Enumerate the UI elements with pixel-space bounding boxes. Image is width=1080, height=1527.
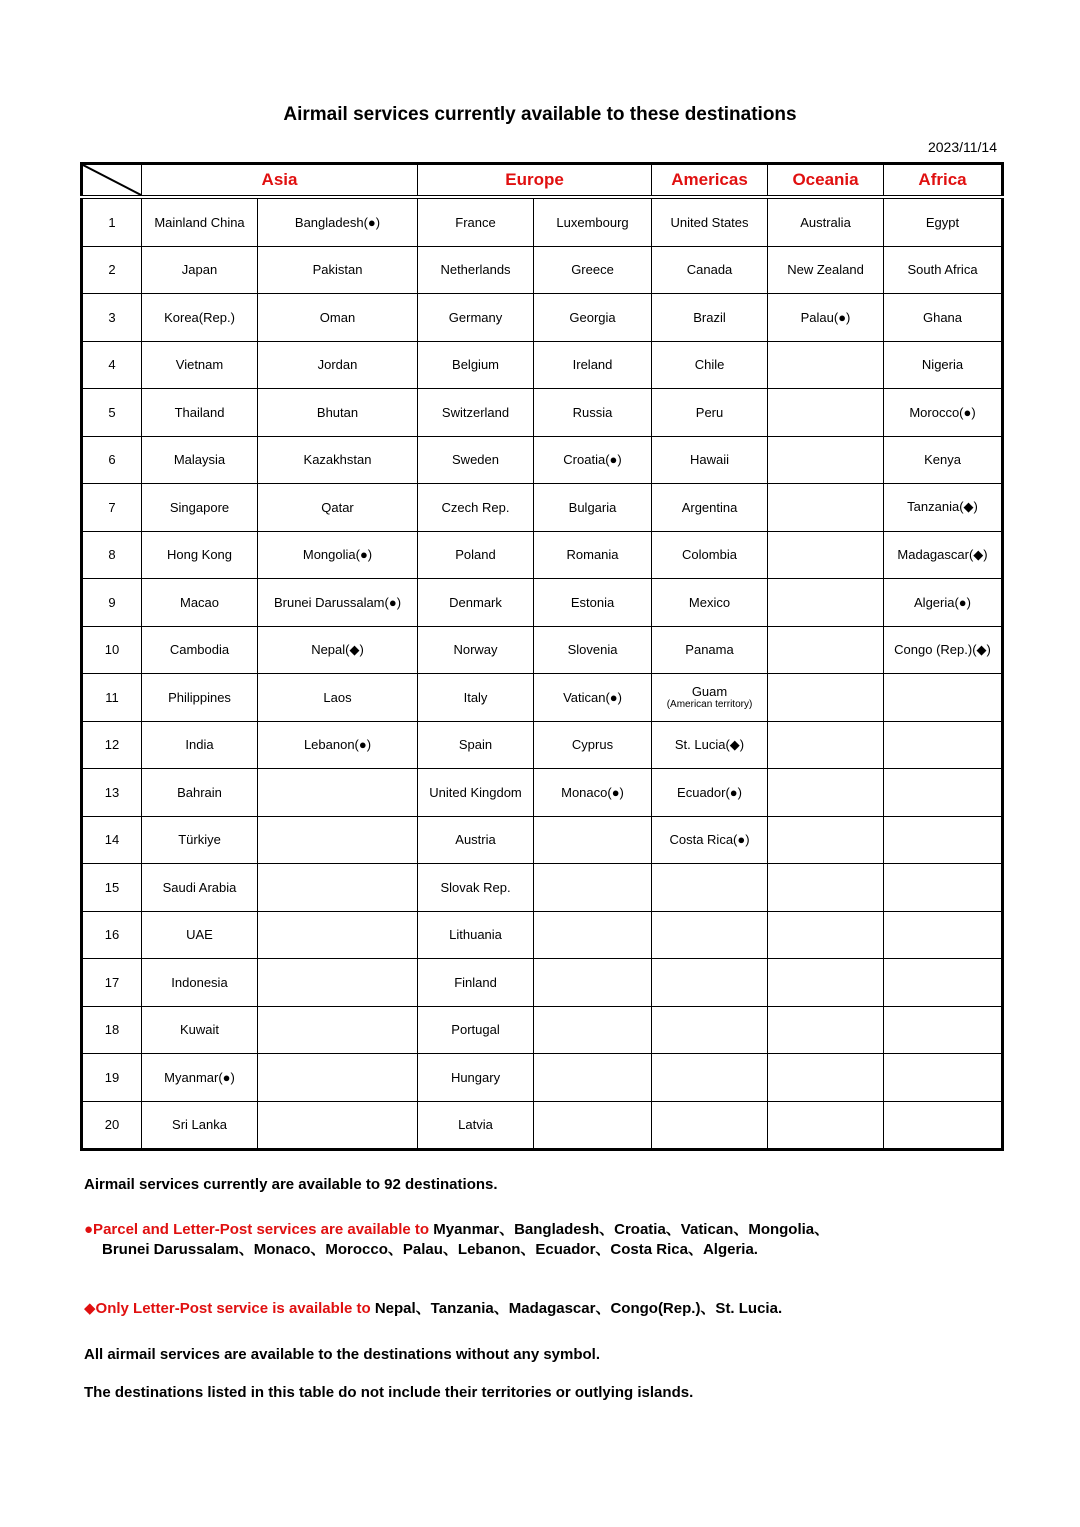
asia-col2-cell (258, 1006, 418, 1054)
africa-cell (884, 1054, 1003, 1102)
europe-col1-cell: Portugal (418, 1006, 534, 1054)
region-header-asia: Asia (142, 164, 418, 198)
africa-cell: Ghana (884, 294, 1003, 342)
europe-col1-cell: Norway (418, 626, 534, 674)
asia-col2-cell: Qatar (258, 484, 418, 532)
oceania-cell: Australia (768, 197, 884, 246)
asia-col2-cell: Pakistan (258, 246, 418, 294)
row-number: 3 (82, 294, 142, 342)
row-number: 19 (82, 1054, 142, 1102)
asia-col2-cell: Mongolia(●) (258, 531, 418, 579)
parcel-list-line-1: Myanmar、Bangladesh、Croatia、Vatican、Mongolia、 (433, 1221, 830, 1238)
europe-col2-cell (534, 1006, 652, 1054)
africa-cell: South Africa (884, 246, 1003, 294)
europe-col2-cell: Estonia (534, 579, 652, 627)
oceania-cell: Palau(●) (768, 294, 884, 342)
europe-col1-cell: Spain (418, 721, 534, 769)
asia-col2-cell: Oman (258, 294, 418, 342)
oceania-cell (768, 769, 884, 817)
parcel-label: ●Parcel and Letter-Post services are available to (84, 1221, 434, 1238)
row-number: 20 (82, 1101, 142, 1150)
europe-col2-cell: Russia (534, 389, 652, 437)
americas-cell: St. Lucia(◆) (652, 721, 768, 769)
asia-col2-cell: Laos (258, 674, 418, 722)
row-number: 14 (82, 816, 142, 864)
document-date: 2023/11/14 (927, 139, 997, 155)
europe-col2-cell: Ireland (534, 341, 652, 389)
oceania-cell (768, 436, 884, 484)
note-parcel (84, 1220, 829, 1260)
europe-col1-cell: Italy (418, 674, 534, 722)
africa-cell (884, 1101, 1003, 1150)
europe-col2-cell (534, 959, 652, 1007)
asia-col1-cell: Vietnam (142, 341, 258, 389)
asia-col2-cell (258, 816, 418, 864)
americas-cell: Hawaii (652, 436, 768, 484)
asia-col1-cell: Singapore (142, 484, 258, 532)
region-header-americas: Americas (652, 164, 768, 198)
asia-col1-cell: Sri Lanka (142, 1101, 258, 1150)
asia-col2-cell: Kazakhstan (258, 436, 418, 484)
oceania-cell (768, 1101, 884, 1150)
region-header-europe: Europe (418, 164, 652, 198)
europe-col2-cell: Greece (534, 246, 652, 294)
note-territories: The destinations listed in this table do not include their territories or outlying islands. (84, 1384, 694, 1401)
asia-col1-cell: Hong Kong (142, 531, 258, 579)
note-no-symbol: All airmail services are available to the destinations without any symbol. (84, 1346, 601, 1363)
americas-cell: Panama (652, 626, 768, 674)
europe-col1-cell: Netherlands (418, 246, 534, 294)
region-header-africa: Africa (884, 164, 1003, 198)
africa-cell: Nigeria (884, 341, 1003, 389)
africa-cell (884, 911, 1003, 959)
europe-col2-cell: Cyprus (534, 721, 652, 769)
africa-cell (884, 769, 1003, 817)
europe-col2-cell: Slovenia (534, 626, 652, 674)
oceania-cell (768, 864, 884, 912)
europe-col1-cell: Belgium (418, 341, 534, 389)
table-row (82, 1054, 1003, 1102)
row-number: 1 (82, 197, 142, 246)
americas-cell (652, 911, 768, 959)
oceania-cell (768, 341, 884, 389)
asia-col1-cell: Malaysia (142, 436, 258, 484)
europe-col2-cell: Luxembourg (534, 197, 652, 246)
americas-cell (652, 959, 768, 1007)
americas-cell (652, 864, 768, 912)
asia-col1-cell: Philippines (142, 674, 258, 722)
oceania-cell (768, 484, 884, 532)
table-row (82, 864, 1003, 912)
note-letter-only (84, 1297, 782, 1318)
europe-col1-cell: Switzerland (418, 389, 534, 437)
americas-cell (652, 1054, 768, 1102)
oceania-cell (768, 959, 884, 1007)
oceania-cell (768, 911, 884, 959)
table-row (82, 484, 1003, 532)
table-row (82, 911, 1003, 959)
header-row (82, 164, 1003, 198)
note-total: Airmail services currently are available to 92 destinations. (84, 1176, 498, 1193)
row-number: 5 (82, 389, 142, 437)
asia-col2-cell: Bangladesh(●) (258, 197, 418, 246)
europe-col2-cell (534, 1054, 652, 1102)
europe-col1-cell: Denmark (418, 579, 534, 627)
asia-col2-cell (258, 911, 418, 959)
asia-col1-cell: Türkiye (142, 816, 258, 864)
africa-cell: Tanzania(◆) (884, 484, 1003, 532)
europe-col1-cell: Czech Rep. (418, 484, 534, 532)
row-number: 17 (82, 959, 142, 1007)
asia-col1-cell: Bahrain (142, 769, 258, 817)
row-number: 8 (82, 531, 142, 579)
americas-cell: Chile (652, 341, 768, 389)
asia-col1-cell: Myanmar(●) (142, 1054, 258, 1102)
africa-cell (884, 816, 1003, 864)
asia-col2-cell (258, 769, 418, 817)
asia-col2-cell: Nepal(◆) (258, 626, 418, 674)
americas-cell: Brazil (652, 294, 768, 342)
europe-col2-cell: Bulgaria (534, 484, 652, 532)
asia-col2-cell (258, 1101, 418, 1150)
europe-col1-cell: France (418, 197, 534, 246)
europe-col2-cell: Croatia(●) (534, 436, 652, 484)
americas-cell: United States (652, 197, 768, 246)
africa-cell (884, 721, 1003, 769)
asia-col2-cell (258, 1054, 418, 1102)
table-row (82, 197, 1003, 246)
row-number: 7 (82, 484, 142, 532)
europe-col1-cell: United Kingdom (418, 769, 534, 817)
africa-cell (884, 864, 1003, 912)
europe-col2-cell (534, 911, 652, 959)
asia-col2-cell: Brunei Darussalam(●) (258, 579, 418, 627)
oceania-cell (768, 1054, 884, 1102)
oceania-cell (768, 531, 884, 579)
asia-col2-cell (258, 959, 418, 1007)
oceania-cell (768, 1006, 884, 1054)
asia-col1-cell: Saudi Arabia (142, 864, 258, 912)
table-row (82, 626, 1003, 674)
row-number: 9 (82, 579, 142, 627)
asia-col1-cell: India (142, 721, 258, 769)
americas-cell: Mexico (652, 579, 768, 627)
asia-col1-cell: UAE (142, 911, 258, 959)
africa-cell (884, 1006, 1003, 1054)
americas-cell-subnote: (American territory) (666, 699, 753, 711)
europe-col1-cell: Lithuania (418, 911, 534, 959)
europe-col1-cell: Germany (418, 294, 534, 342)
diagonal-corner-cell (82, 164, 142, 198)
africa-cell: Algeria(●) (884, 579, 1003, 627)
row-number: 12 (82, 721, 142, 769)
table-row (82, 1006, 1003, 1054)
asia-col1-cell: Macao (142, 579, 258, 627)
americas-cell: Colombia (652, 531, 768, 579)
asia-col2-cell: Bhutan (258, 389, 418, 437)
europe-col2-cell (534, 1101, 652, 1150)
africa-cell: Morocco(●) (884, 389, 1003, 437)
asia-col1-cell: Japan (142, 246, 258, 294)
row-number: 4 (82, 341, 142, 389)
row-number: 2 (82, 246, 142, 294)
americas-cell: Canada (652, 246, 768, 294)
africa-cell: Egypt (884, 197, 1003, 246)
asia-col1-cell: Korea(Rep.) (142, 294, 258, 342)
letter-list: Nepal、Tanzania、Madagascar、Congo(Rep.)、St. Lucia. (374, 1300, 783, 1317)
oceania-cell (768, 389, 884, 437)
table-row (82, 721, 1003, 769)
row-number: 15 (82, 864, 142, 912)
oceania-cell (768, 816, 884, 864)
europe-col1-cell: Sweden (418, 436, 534, 484)
table-row (82, 674, 1003, 722)
table-row (82, 436, 1003, 484)
americas-cell (652, 674, 768, 722)
table-row (82, 959, 1003, 1007)
americas-cell-name: Guam (691, 684, 728, 700)
destinations-table (80, 162, 1004, 1151)
oceania-cell (768, 721, 884, 769)
table-row (82, 531, 1003, 579)
page-title: Airmail services currently available to these destinations (283, 104, 797, 125)
asia-col2-cell: Jordan (258, 341, 418, 389)
table-row (82, 769, 1003, 817)
oceania-cell (768, 579, 884, 627)
row-number: 10 (82, 626, 142, 674)
letter-label: ◆Only Letter-Post service is available to (84, 1300, 375, 1317)
europe-col2-cell: Georgia (534, 294, 652, 342)
europe-col2-cell: Monaco(●) (534, 769, 652, 817)
americas-cell: Costa Rica(●) (652, 816, 768, 864)
americas-cell (652, 1006, 768, 1054)
africa-cell: Madagascar(◆) (884, 531, 1003, 579)
oceania-cell (768, 626, 884, 674)
europe-col1-cell: Hungary (418, 1054, 534, 1102)
table-row (82, 579, 1003, 627)
oceania-cell: New Zealand (768, 246, 884, 294)
africa-cell: Congo (Rep.)(◆) (884, 626, 1003, 674)
oceania-cell (768, 674, 884, 722)
row-number: 6 (82, 436, 142, 484)
table-row (82, 246, 1003, 294)
asia-col2-cell: Lebanon(●) (258, 721, 418, 769)
table-row (82, 816, 1003, 864)
africa-cell (884, 959, 1003, 1007)
asia-col2-cell (258, 864, 418, 912)
parcel-list-line-2: Brunei Darussalam、Monaco、Morocco、Palau、Lebanon、Ecuador、Costa Rica、Algeria. (102, 1241, 758, 1258)
americas-cell: Peru (652, 389, 768, 437)
europe-col2-cell (534, 816, 652, 864)
europe-col1-cell: Slovak Rep. (418, 864, 534, 912)
asia-col1-cell: Mainland China (142, 197, 258, 246)
europe-col1-cell: Finland (418, 959, 534, 1007)
table-row (82, 1101, 1003, 1150)
table-row (82, 389, 1003, 437)
europe-col2-cell: Romania (534, 531, 652, 579)
europe-col1-cell: Latvia (418, 1101, 534, 1150)
americas-cell (652, 1101, 768, 1150)
europe-col1-cell: Poland (418, 531, 534, 579)
asia-col1-cell: Kuwait (142, 1006, 258, 1054)
row-number: 11 (82, 674, 142, 722)
africa-cell: Kenya (884, 436, 1003, 484)
americas-cell: Ecuador(●) (652, 769, 768, 817)
europe-col2-cell: Vatican(●) (534, 674, 652, 722)
europe-col2-cell (534, 864, 652, 912)
asia-col1-cell: Cambodia (142, 626, 258, 674)
asia-col1-cell: Thailand (142, 389, 258, 437)
americas-cell: Argentina (652, 484, 768, 532)
table-row (82, 294, 1003, 342)
row-number: 16 (82, 911, 142, 959)
row-number: 18 (82, 1006, 142, 1054)
row-number: 13 (82, 769, 142, 817)
asia-col1-cell: Indonesia (142, 959, 258, 1007)
africa-cell (884, 674, 1003, 722)
europe-col1-cell: Austria (418, 816, 534, 864)
region-header-oceania: Oceania (768, 164, 884, 198)
table-row (82, 341, 1003, 389)
